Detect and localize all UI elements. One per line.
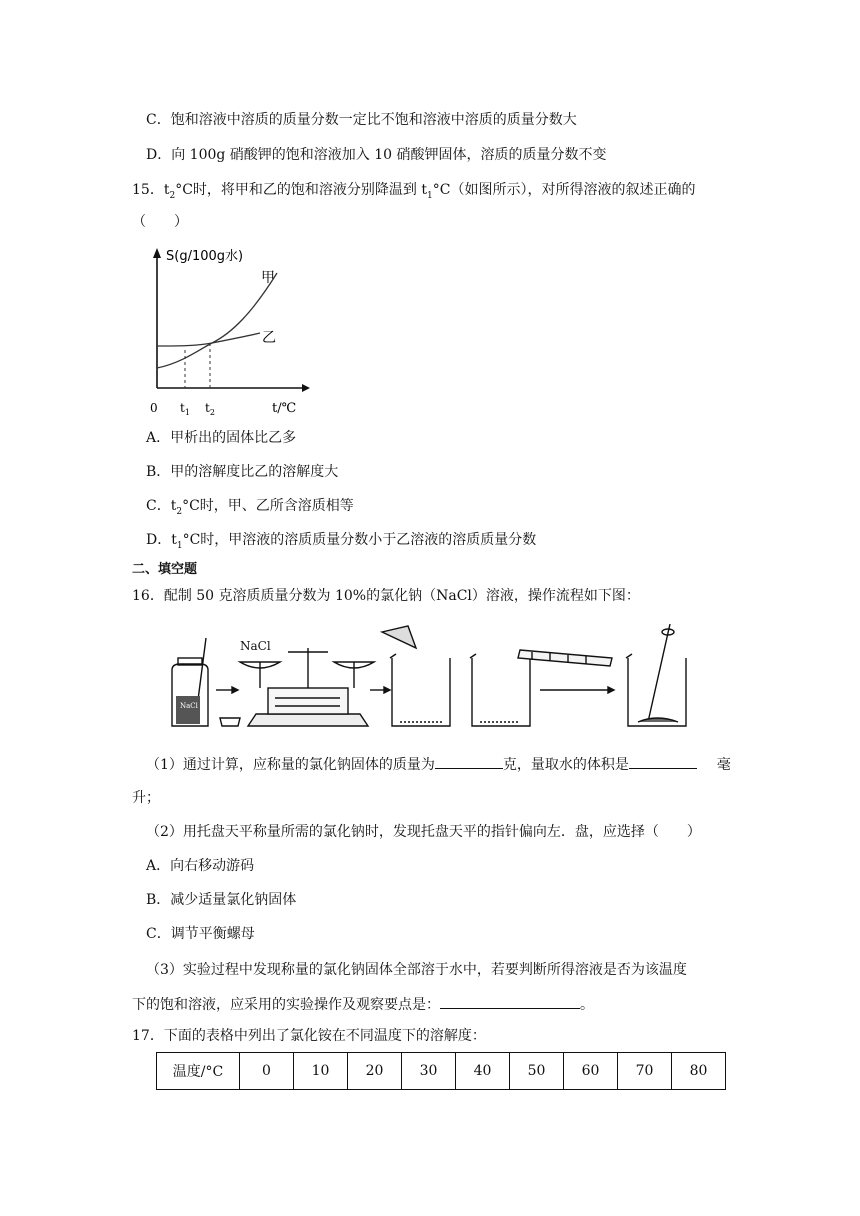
series-jia-label: 甲 xyxy=(261,270,275,286)
q15-option-c-sub: 2 xyxy=(176,506,183,517)
table-cell: 80 xyxy=(672,1053,726,1090)
section-title: 二、填空题 xyxy=(132,562,198,577)
volume-blank[interactable] xyxy=(629,754,697,769)
q15-option-d xyxy=(146,530,536,556)
graduated-cylinder xyxy=(518,650,612,666)
q16-option-c: C．调节平衡螺母 xyxy=(146,926,255,942)
q16-part3-line2 xyxy=(132,994,594,1015)
x-axis-label: t/℃ xyxy=(272,401,297,416)
q15-stem xyxy=(132,180,695,206)
series-yi-curve xyxy=(157,333,260,346)
series-yi-label: 乙 xyxy=(262,330,276,346)
q16-part3-pre: 下的饱和溶液，应采用的实验操作及观察要点是： xyxy=(132,997,440,1013)
table-cell: 30 xyxy=(402,1053,456,1090)
q17-stem: 17．下面的表格中列出了氯化铵在不同温度下的溶解度： xyxy=(132,1028,486,1044)
q15-option-c xyxy=(146,496,354,522)
beaker-2 xyxy=(470,654,530,726)
origin-label: 0 xyxy=(150,401,158,415)
q15-option-d-pre: D．t xyxy=(146,532,177,548)
q15-option-c-post: °C时，甲、乙所含溶质相等 xyxy=(182,498,354,514)
watch-glass xyxy=(220,718,240,726)
q16-part1-pre: （1）通过计算，应称量的氯化钠固体的质量为 xyxy=(146,757,435,773)
y-axis-arrow xyxy=(153,248,161,258)
solubility-chart xyxy=(142,238,312,418)
q16-part1-end: 毫 xyxy=(716,757,731,773)
q16-part1-mid: 克，量取水的体积是 xyxy=(502,757,629,773)
q16-part1 xyxy=(146,754,731,775)
q15-number: 15． xyxy=(132,182,164,198)
solubility-table xyxy=(156,1052,726,1090)
tick-t2: $t_2$ xyxy=(205,401,215,417)
q16-part1-wrap: 升； xyxy=(132,790,160,806)
q16-part3-end: 。 xyxy=(580,997,594,1013)
q15-answer-paren: （ ） xyxy=(132,214,188,230)
beaker-1 xyxy=(382,626,450,726)
tick-t1: $t_1$ xyxy=(180,401,190,417)
q14-option-d: D．向 100g 硝酸钾的饱和溶液加入 10 硝酸钾固体，溶质的质量分数不变 xyxy=(146,147,607,163)
table-header-cell: 温度/°C xyxy=(157,1053,240,1090)
q15-stem-sub2: 1 xyxy=(427,190,433,201)
table-cell: 70 xyxy=(618,1053,672,1090)
q15-option-a: A．甲析出的固体比乙多 xyxy=(146,430,297,446)
q16-stem: 16．配制 50 克溶质质量分数为 10%的氯化钠（NaCl）溶液，操作流程如下图： xyxy=(132,588,640,604)
table-cell: 10 xyxy=(294,1053,348,1090)
q14-option-c: C．饱和溶液中溶质的质量分数一定比不饱和溶液中溶质的质量分数大 xyxy=(146,112,577,128)
table-cell: 0 xyxy=(240,1053,294,1090)
q16-part2: （2）用托盘天平称量所需的氯化钠时，发现托盘天平的指针偏向左．盘，应选择（ ） xyxy=(146,824,701,840)
lab-procedure-figure xyxy=(160,618,710,733)
nacl-label: NaCl xyxy=(240,639,271,653)
balance xyxy=(240,639,374,726)
q15-stem-t: t xyxy=(163,182,170,198)
mass-blank[interactable] xyxy=(435,754,503,769)
beaker-3 xyxy=(626,624,686,726)
q15-stem-mid: °C时，将甲和乙的饱和溶液分别降温到 t xyxy=(175,182,427,198)
svg-text:NaCl: NaCl xyxy=(180,702,198,710)
q16-option-b: B．减少适量氯化钠固体 xyxy=(146,892,297,908)
q15-option-d-post: °C时，甲溶液的溶质质量分数小于乙溶液的溶质质量分数 xyxy=(182,532,537,548)
table-cell: 20 xyxy=(348,1053,402,1090)
y-axis-label: S(g/100g水) xyxy=(166,249,244,264)
q15-option-c-pre: C．t xyxy=(146,498,177,514)
table-cell: 50 xyxy=(510,1053,564,1090)
q15-option-b: B．甲的溶解度比乙的溶解度大 xyxy=(146,464,339,480)
table-cell: 60 xyxy=(564,1053,618,1090)
table-cell: 40 xyxy=(456,1053,510,1090)
table-row xyxy=(157,1053,726,1090)
q15-option-d-sub: 1 xyxy=(176,540,183,551)
q15-stem-sub: 2 xyxy=(169,190,176,201)
x-axis-arrow xyxy=(302,384,310,392)
q15-stem-end: °C（如图所示），对所得溶液的叙述正确的 xyxy=(432,182,696,198)
q16-option-a: A．向右移动游码 xyxy=(146,858,255,874)
reagent-bottle xyxy=(172,638,208,726)
observation-blank[interactable] xyxy=(440,994,580,1009)
series-jia-curve xyxy=(157,273,277,368)
q16-part3-line1: （3）实验过程中发现称量的氯化钠固体全部溶于水中，若要判断所得溶液是否为该温度 xyxy=(146,962,687,978)
